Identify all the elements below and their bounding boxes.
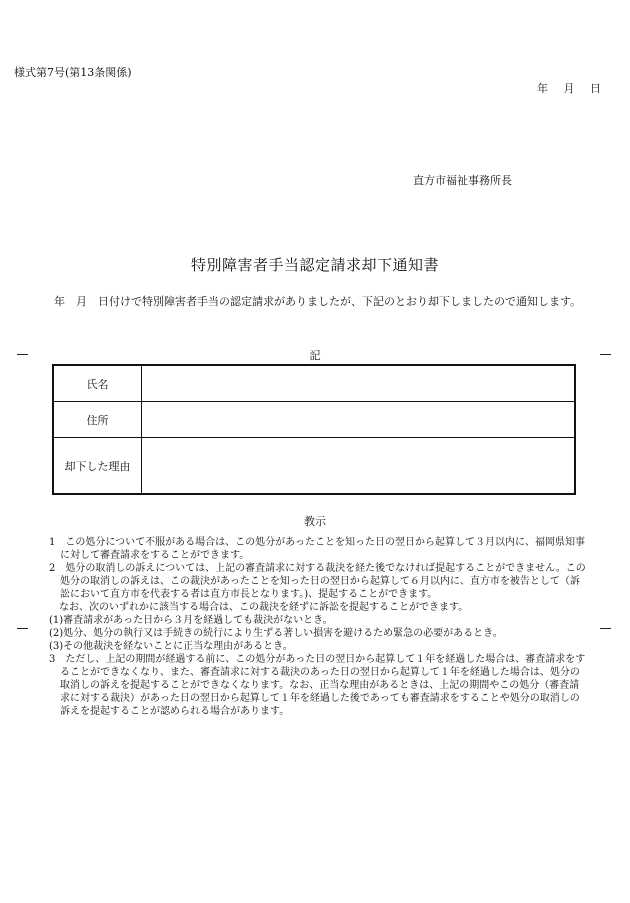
fold-mark-right-lower: [600, 628, 611, 629]
table-value-address[interactable]: [142, 402, 574, 437]
fold-mark-left-lower: [17, 628, 28, 629]
document-title: 特別障害者手当認定請求却下通知書: [190, 256, 439, 274]
instruction-note: なお、次のいずれかに該当する場合は、この裁決を経ずに訴訟を提起することができます。: [59, 602, 469, 613]
instruction-item-3: 3 ただし、上記の期間が経過する前に、この処分があった日の翌日から起算して１年を経過した場合は、審査請求をすることができなくなり、また、審査請求に対する裁決のあった日の翌日から起算して１年を経過した場合は、処分の取消しの訴えを提起することができなくなります。なお、正当な理由があるときは、上記の期間やこの処分（審査請求に対する裁決）があった日の翌日から起算して１年を経過した後であっても審査請求をすることや処分の取消しの訴えを提起することが認められる場合があります。: [49, 654, 586, 717]
table-value-reason[interactable]: [142, 438, 574, 493]
table-row-name: [54, 366, 574, 402]
date-line: 年 月 日: [537, 82, 601, 95]
table-label-address: 住所: [54, 402, 142, 437]
intro-text: 年 月 日付けで特別障害者手当の認定請求がありましたが、下記のとおり却下しましたので通知します。: [54, 295, 582, 308]
instruction-item-1: 1 この処分について不服がある場合は、この処分があったことを知った日の翌日から起算して３月以内に、福岡県知事に対して審査請求をすることができます。: [49, 537, 586, 561]
details-table: [52, 364, 576, 495]
table-label-name: 氏名: [54, 366, 142, 401]
instructions-heading: 教示: [304, 515, 326, 528]
instructions-body: [49, 536, 589, 718]
instruction-item-2: 2 処分の取消しの訴えについては、上記の審査請求に対する裁決を経た後でなければ提起することができません。この処分の取消しの訴えは、この裁決があったことを知った日の翌日から起算して６月以内に、直方市を被告として（訴訟において直方市を代表する者は直方市長となります。)、提起することができます。: [49, 563, 586, 600]
table-row-reason: [54, 438, 574, 493]
instruction-sub-3: (3)その他裁決を経ないことに正当な理由があるとき。: [49, 641, 293, 652]
form-number: 様式第7号(第13条関係): [14, 66, 132, 79]
table-value-name[interactable]: [142, 366, 574, 401]
instruction-sub-1: (1)審査請求があった日から３月を経過しても裁決がないとき。: [49, 615, 333, 626]
issuer-name: 直方市福祉事務所長: [413, 174, 512, 187]
table-row-address: [54, 402, 574, 438]
ki-heading: 記: [309, 349, 321, 362]
table-label-reason: 却下した理由: [54, 438, 142, 493]
instruction-sub-2: (2)処分、処分の執行又は手続きの続行により生ずる著しい損害を避けるため緊急の必要があるとき。: [49, 628, 503, 639]
